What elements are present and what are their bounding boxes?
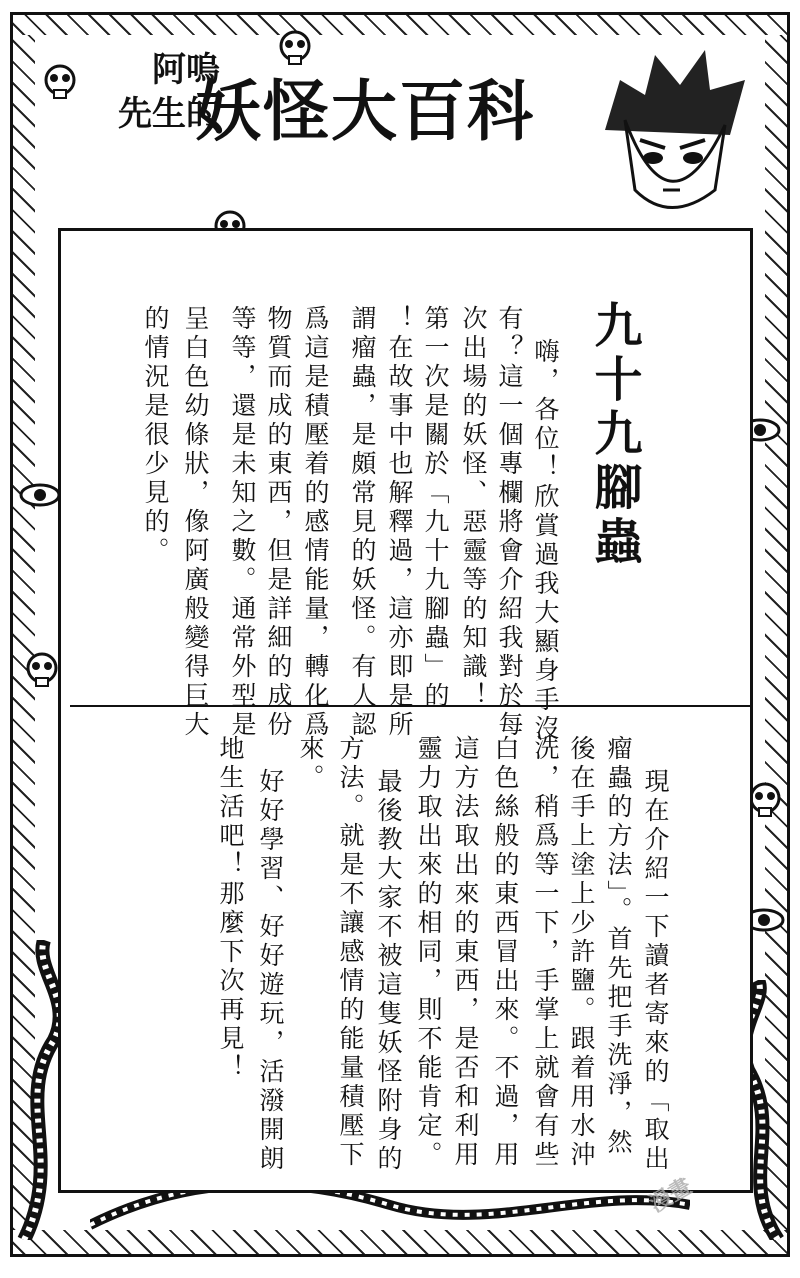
watermark: 漫畫: [645, 1174, 697, 1218]
article-heading: 九十九腳蟲: [586, 300, 642, 570]
lower-column: 現在介紹一下讀者寄來的「取出: [641, 768, 670, 1174]
upper-column: 次出場的妖怪、惡靈等的知識！: [459, 305, 488, 711]
skull-icon: [22, 650, 62, 690]
upper-column: 第一次是關於「九十九腳蟲」的: [421, 305, 450, 711]
title-prefix-line1: 阿嗚: [152, 50, 220, 90]
lower-column: 地生活吧！那麼下次再見！: [216, 735, 245, 1083]
bone-border-top: [13, 15, 787, 35]
lower-column: 這方法取出來的東西，是否和利用: [451, 735, 480, 1170]
upper-column: 謂瘤蟲，是頗常見的妖怪。有人認: [348, 305, 377, 740]
lower-column: 來。: [296, 735, 325, 793]
upper-column: 物質而成的東西，但是詳細的成份: [264, 305, 293, 740]
lower-column: 方法。就是不讓感情的能量積壓下: [336, 735, 365, 1170]
upper-column: 的情況是很少見的。: [141, 305, 170, 566]
upper-column: 有？這一個專欄將會介紹我對於每: [495, 305, 524, 740]
upper-column: ！在故事中也解釋過，這亦即是所: [385, 305, 414, 740]
upper-column: 呈白色幼條狀，像阿廣般變得巨大: [181, 305, 210, 740]
lower-column: 瘤蟲的方法」。首先把手洗淨，然: [604, 735, 633, 1158]
upper-column: 嗨，各位！欣賞過我大顯身手沒: [531, 338, 560, 744]
lower-column: 白色絲般的東西冒出來。不過，用: [491, 735, 520, 1170]
lower-column: 好好學習、好好遊玩，活潑開朗: [256, 768, 285, 1174]
lower-column: 洗，稍爲等一下，手掌上就會有些: [531, 735, 560, 1170]
page-title: 妖怪大百科: [195, 73, 535, 150]
lower-column: 靈力取出來的相同，則不能肯定。: [414, 735, 443, 1170]
lower-column: 最後教大家不被這隻妖怪附身的: [374, 768, 403, 1174]
upper-column: 爲這是積壓着的感情能量，轉化爲: [301, 305, 330, 740]
title-prefix-line2: 先生的: [118, 94, 220, 134]
upper-column: 等等，還是未知之數。通常外型是: [228, 305, 257, 740]
lower-column: 後在手上塗上少許鹽。跟着用水沖: [567, 735, 596, 1170]
character-portrait-icon: [585, 40, 755, 220]
eye-icon: [18, 480, 62, 510]
